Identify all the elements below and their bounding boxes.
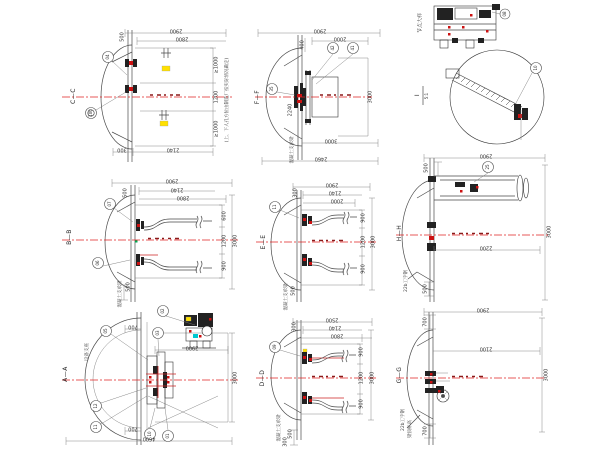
view-cc-title: C—C	[70, 88, 77, 104]
view-aa-geometry	[62, 306, 238, 446]
balloon-label: 05	[103, 328, 108, 334]
dim-label: ≥1000	[213, 120, 220, 138]
balloon-label: 03	[155, 330, 160, 336]
view-hh-title: H—H	[396, 224, 403, 242]
dim-label: 2900	[325, 181, 339, 188]
dim-label: 900	[360, 264, 367, 274]
dim-label: 300	[282, 437, 289, 447]
dim-label: 2800	[330, 332, 344, 339]
balloon-label: 42	[330, 45, 335, 51]
balloon-label: 08	[502, 11, 507, 17]
dim-label: 500	[287, 429, 294, 439]
dim-label: 300	[291, 322, 298, 332]
view-note: 梁顶标高	[407, 420, 413, 438]
balloon-label: 04	[105, 54, 110, 60]
dim-label: 400	[299, 40, 306, 50]
balloon-label: 10	[147, 431, 152, 437]
dim-label: 700	[422, 317, 429, 327]
balloon-label: 02	[160, 308, 165, 314]
dim-label: 3000	[370, 235, 377, 249]
dim-label: 3000	[543, 368, 550, 382]
dim-label: 500	[119, 32, 126, 42]
balloon-label: 10	[533, 65, 538, 71]
dim-label: 300	[292, 188, 299, 198]
balloon-label: 06	[95, 260, 100, 266]
view-aa-title: A—A	[62, 366, 69, 382]
dim-label: 2460	[314, 155, 328, 162]
view-note: 22b工字钢	[403, 269, 409, 293]
dim-label: 3000	[369, 371, 376, 385]
view-note: 混凝土支承梁	[117, 280, 123, 308]
node-detail-title: 节点大样	[417, 12, 424, 34]
dim-label: 900	[360, 213, 367, 223]
dim-label: 300	[117, 146, 127, 153]
balloon-label: 09	[272, 344, 277, 350]
dim-label: 2000	[330, 197, 344, 204]
dim-label: 600	[221, 211, 228, 221]
dim-label: 700	[422, 426, 429, 436]
dim-label: 2900	[165, 177, 179, 184]
dim-label: 2500	[325, 316, 339, 323]
dim-label: 2800	[175, 35, 189, 42]
dim-label: 2200	[479, 244, 493, 251]
view-dd-title: D—D	[259, 369, 266, 387]
dim-label: ≥1000	[213, 56, 220, 74]
view-gg-title: G—G	[396, 366, 403, 384]
dim-label: 4600	[142, 435, 156, 442]
dim-label: 2900	[479, 152, 493, 159]
view-ff-geometry	[255, 29, 380, 165]
view-note: 混凝土支承梁	[289, 136, 295, 164]
dim-label: 2140	[170, 186, 184, 193]
view-bb-geometry	[62, 179, 238, 302]
dim-label: 900	[358, 399, 365, 409]
dim-label: 1200	[360, 235, 367, 249]
detail-i-geometry	[423, 50, 544, 144]
view-note: 混凝土支承梁	[276, 414, 282, 442]
balloon-label: 07	[107, 201, 112, 207]
detail-i-title: I	[414, 93, 421, 97]
view-note: 设备支座	[84, 343, 90, 361]
balloon-label: 41	[350, 45, 355, 51]
dim-label: 1200	[221, 234, 228, 248]
dim-label: 3000	[367, 90, 374, 104]
view-note: (上、下人孔方位由制造厂按实际情况确定)	[224, 57, 230, 143]
dim-label: 1200	[213, 90, 220, 104]
dim-label: 700	[128, 425, 138, 432]
dim-label: 900	[221, 261, 228, 271]
dim-label: 3000	[232, 371, 239, 385]
dim-label: 2140	[166, 146, 180, 153]
dim-label: 2900	[313, 27, 327, 34]
balloon-label: 11	[272, 204, 277, 210]
view-ff-title: F—F	[254, 89, 261, 105]
dim-label: 3000	[232, 234, 239, 248]
balloon-label: 100	[88, 109, 93, 117]
dim-label: 2900	[185, 344, 199, 351]
view-ee-title: E—E	[260, 234, 267, 250]
dim-label: 2000	[333, 35, 347, 42]
dim-label: 500	[290, 286, 297, 296]
view-bb-title: B—B	[66, 229, 73, 245]
balloon-label: 11	[93, 424, 98, 430]
dim-label: 2900	[476, 306, 490, 313]
view-cc-geometry	[62, 29, 232, 162]
balloon-label: 12	[93, 403, 98, 409]
dim-label: 3000	[546, 225, 553, 239]
view-note: 混凝土支承梁	[283, 283, 289, 311]
dim-label: 2140	[328, 324, 342, 331]
node-detail-geometry	[434, 4, 510, 48]
view-note: 22b工字钢	[400, 408, 406, 432]
balloon-label: 25	[485, 164, 490, 170]
detail-i-scale: 5:1	[424, 92, 429, 100]
dim-label: 3000	[324, 137, 338, 144]
dim-label: 2800	[176, 194, 190, 201]
dim-label: 500	[423, 163, 430, 173]
balloon-label: 01	[165, 433, 170, 439]
view-gg-geometry	[396, 308, 546, 445]
dim-label: 500	[125, 282, 132, 292]
dim-label: 2100	[479, 345, 493, 352]
view-ee-geometry	[256, 183, 376, 302]
dim-label: 1200	[358, 371, 365, 385]
dim-label: 700	[128, 323, 138, 330]
dim-label: 900	[358, 347, 365, 357]
dim-label: 2900	[169, 27, 183, 34]
dim-label: 500	[422, 284, 429, 294]
dim-label: 2240	[287, 103, 294, 117]
dim-label: 500	[122, 188, 129, 198]
dim-label: 2140	[328, 189, 342, 196]
balloon-label: 35	[269, 86, 274, 92]
view-hh-geometry	[396, 154, 548, 302]
